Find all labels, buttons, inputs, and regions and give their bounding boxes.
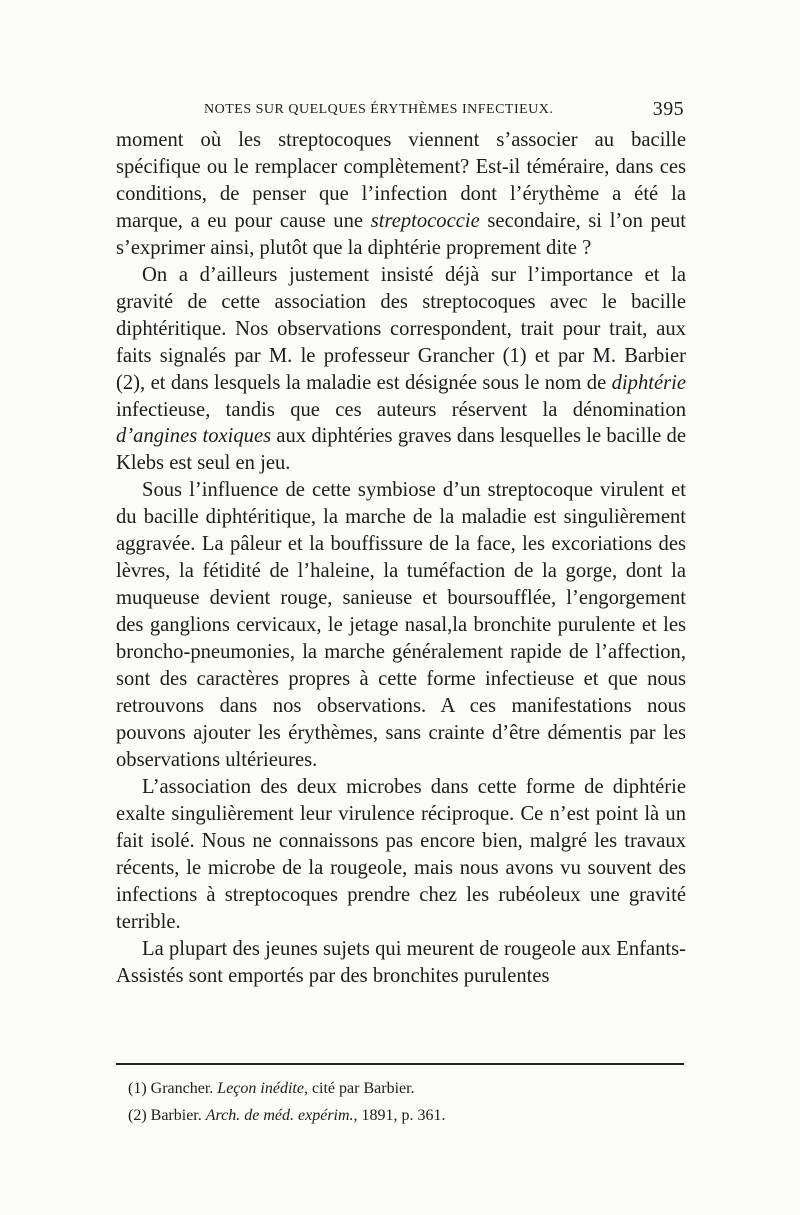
page-header xyxy=(116,98,684,124)
paragraph-1 xyxy=(116,127,686,262)
paragraph-2-text-b: infectieuse, tandis que ces auteurs réservent la dénomination xyxy=(116,398,686,421)
paragraph-5: La plupart des jeunes sujets qui meurent de rougeole aux Enfants-Assistés sont emportés par des bronchites purulentes xyxy=(116,937,686,987)
paragraph-1-text-b: secondaire, si l’on peut s’exprimer ainsi, plutôt que la diphtérie proprement dite ? xyxy=(116,209,686,259)
footnote-2-text-b: , 1891, p. 361. xyxy=(353,1107,446,1124)
body-text xyxy=(116,127,686,990)
footnote-1-text-b: , cité par Barbier. xyxy=(303,1080,415,1097)
paragraph-2 xyxy=(116,262,686,478)
footnote-1-italic: Leçon inédite xyxy=(217,1080,304,1097)
footnote-rule xyxy=(116,1063,684,1065)
paragraph-2-text-a: On a d’ailleurs justement insisté déjà sur l’importance et la gravité de cette association des streptocoques avec le bacille diphtéritique. Nos observations correspondent, trait pour trait, aux faits signalés par M. le professeur Grancher (1) et par M. Barbier (2), et dans lesquels la maladie est désignée sous le nom de xyxy=(116,263,686,394)
running-head: NOTES SUR QUELQUES ÉRYTHÈMES INFECTIEUX. xyxy=(204,102,554,117)
paragraph-3: Sous l’influence de cette symbiose d’un streptocoque virulent et du bacille diphtéritique, la marche de la maladie est singulièrement aggravée. La pâleur et la bouffissure de la face, les excoriations des lèvres, la fétidité de l’haleine, la tuméfaction de la gorge, dont la muqueuse devient rouge, sanieuse et boursoufflée, l’engorgement des ganglions cervicaux, le jetage nasal,la bronchite purulente et les broncho-pneumonies, la marche généralement rapide de l’affection, sont des caractères propres à cette forme infectieuse et que nous retrouvons dans nos observations. A ces manifestations nous pouvons ajouter les érythèmes, sans crainte d’être démentis par les observations ultérieures. xyxy=(116,479,686,771)
paragraph-1-text-a: moment où les streptocoques viennent s’associer au bacille spécifique ou le remplacer complètement? Est-il téméraire, dans ces conditions, de penser que l’infection dont l’érythème a été la marque, a eu pour cause une xyxy=(116,129,686,232)
paragraph-4: L’association des deux microbes dans cette forme de diphtérie exalte singulièrement leur virulence réciproque. Ce n’est point là un fait isolé. Nous ne connaissons pas encore bien, malgré les travaux récents, le microbe de la rougeole, mais nous avons vu souvent des infections à streptocoques prendre chez les rubéoleux une gravité terrible. xyxy=(116,775,686,933)
footnote-2 xyxy=(128,1102,684,1129)
paragraph-2-italic-2: d’angines toxiques xyxy=(116,425,272,448)
footnote-2-text-a: (2) Barbier. xyxy=(128,1107,206,1124)
footnotes xyxy=(128,1075,684,1129)
footnote-2-italic: Arch. de méd. expérim. xyxy=(205,1107,354,1124)
paragraph-2-text-c: aux diphtéries graves dans lesquelles le bacille de Klebs est seul en jeu. xyxy=(116,425,686,475)
paragraph-1-italic: streptococcie xyxy=(370,209,480,232)
paragraph-2-italic-1: diphtérie xyxy=(611,371,686,394)
footnote-1-text-a: (1) Grancher. xyxy=(128,1080,218,1097)
footnote-1 xyxy=(128,1075,684,1102)
page-number: 395 xyxy=(652,98,684,120)
